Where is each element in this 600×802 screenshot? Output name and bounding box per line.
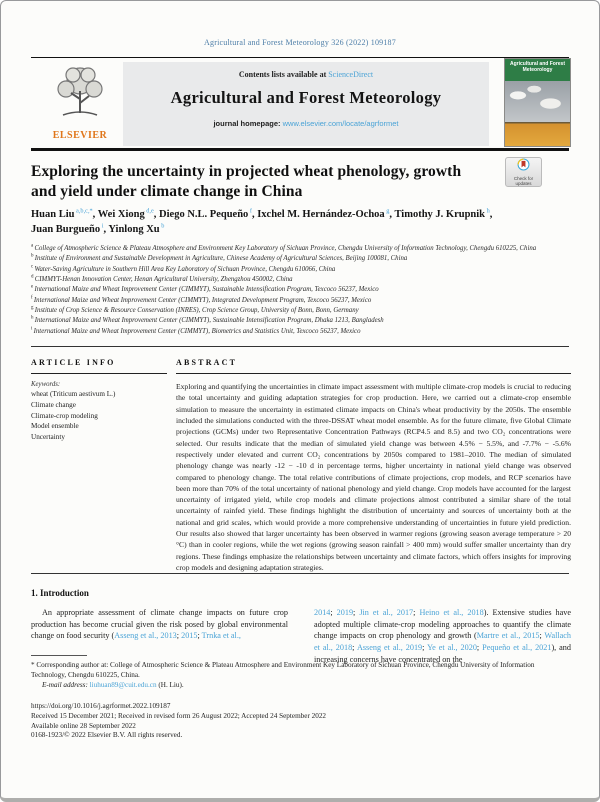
- citation-link[interactable]: 2015: [181, 631, 198, 641]
- citation-link[interactable]: 2019: [336, 608, 354, 617]
- keyword-item: Model ensemble: [31, 422, 79, 431]
- author-affiliation-sup: a,b,c,*: [74, 207, 93, 215]
- journal-title: Agricultural and Forest Meteorology: [170, 88, 442, 107]
- citation-link[interactable]: 2014: [314, 608, 331, 617]
- affiliation-line: $^d$ CIMMYT-Henan Innovation Center, Henan Agricultural University, Zhengzhou 450002, China: [31, 274, 293, 284]
- footnote-rule: [31, 655, 87, 656]
- check-for-updates-icon: [517, 158, 530, 176]
- running-head-citation: Agricultural and Forest Meteorology 326 (2022) 109187: [204, 38, 396, 47]
- abstract-section: [176, 358, 571, 573]
- affiliation-list: [31, 244, 553, 337]
- contents-line: [123, 70, 489, 79]
- citation-link[interactable]: Asseng et al., 2013: [114, 631, 177, 641]
- keyword-item: Climate-crop modeling: [31, 411, 98, 420]
- masthead-box: [123, 62, 489, 146]
- abstract-divider: [31, 573, 569, 574]
- contents-label: Contents lists available at: [238, 70, 327, 79]
- elsevier-logo[interactable]: [41, 63, 119, 145]
- affiliation-line: $^h$ International Maize and Wheat Improvement Center (CIMMYT), Sustainable Intensification Program, Dhaka 1213, Bangladesh: [31, 316, 384, 325]
- masthead-bottom-rule: [31, 148, 569, 151]
- homepage-label: journal homepage:: [213, 119, 281, 128]
- check-for-updates-badge[interactable]: [505, 157, 542, 187]
- citation-link[interactable]: Ye et al., 2020: [427, 642, 477, 652]
- cover-field-image: [505, 122, 570, 146]
- citation-link[interactable]: Asseng et al., 2019: [356, 642, 423, 652]
- author-affiliation-sup: f: [248, 207, 252, 215]
- abstract-heading: ABSTRACT: [176, 358, 238, 367]
- article-title: Exploring the uncertainty in projected wheat phenology, growth and yield under climate change in China: [31, 163, 462, 201]
- elsevier-tree-icon: [51, 112, 109, 129]
- email-suffix: (H. Liu).: [158, 681, 184, 689]
- affiliation-line: $^f$ International Maize and Wheat Improvement Center (CIMMYT), Integrated Development Program, Texcoco 56237, Mexico: [31, 295, 372, 304]
- author-name: Huan Liu: [31, 209, 75, 220]
- affiliation-line: $^a$ College of Atmospheric Science & Plateau Atmosphere and Environment Key Laboratory of Sichuan Province, Chengdu University of Information Technology, Chengdu 610225, China: [31, 243, 537, 252]
- author-affiliation-sup: b: [159, 222, 165, 230]
- author-name: Juan Burgueño: [31, 224, 101, 236]
- check-for-updates-label: Check for updates: [513, 175, 534, 186]
- cover-sky-image: [505, 81, 570, 122]
- author-affiliation-sup: i: [100, 222, 104, 230]
- issn-copyright: 0168-1923/© 2022 Elsevier B.V. All rights reserved.: [31, 731, 183, 739]
- cover-title: Agricultural and Forest Meteorology: [505, 59, 570, 81]
- affiliation-line: $^i$ International Maize and Wheat Improvement Center (CIMMYT), Biometrics and Statistics Unit, Texcoco 56237, Mexico: [31, 326, 361, 335]
- introduction-left-column: [31, 607, 288, 642]
- article-info-rule: [31, 373, 167, 374]
- introduction-heading: 1. Introduction: [31, 588, 89, 598]
- author-name: Yinlong Xu: [108, 224, 160, 236]
- keyword-item: Climate change: [31, 400, 76, 409]
- author-affiliation-sup: h: [485, 207, 490, 215]
- keyword-item: wheat (Triticum aestivum L.): [31, 390, 116, 398]
- sciencedirect-link[interactable]: ScienceDirect: [328, 70, 374, 79]
- affiliation-line: $^e$ International Maize and Wheat Improvement Center (CIMMYT), Sustainable Intensification Program, Texcoco 56237, Mexico: [31, 285, 379, 294]
- affiliation-line: $^b$ Institute of Environment and Sustainable Development in Agriculture, Chinese Academy of Agricultural Sciences, Beijing 100081, China: [31, 254, 408, 263]
- corresponding-author-note: * Corresponding author at: College of Atmospheric Science & Plateau Atmosphere and Environment Key Laboratory of Sichuan Province, Chengdu University of Information Technology, Chengdu 610225, China.: [31, 661, 535, 679]
- keyword-item: Uncertainty: [31, 433, 65, 442]
- email-link[interactable]: liuhuan89@cuit.edu.cn: [89, 681, 157, 689]
- journal-cover-thumbnail[interactable]: [504, 58, 571, 147]
- citation-link[interactable]: Jin et al., 2017: [359, 608, 414, 617]
- homepage-line: [123, 119, 489, 128]
- elsevier-wordmark: ELSEVIER: [52, 130, 108, 141]
- available-online: Available online 28 September 2022: [31, 721, 136, 730]
- introduction-right-column: [314, 607, 571, 665]
- author-name: Timothy J. Krupnik: [394, 209, 486, 220]
- abstract-rule: [176, 373, 571, 374]
- introduction-paragraph-left: An appropriate assessment of climate change impacts on future crop production has become crucial given the risk posed by global environmental change on food security (Asseng et al., 2013; 2015; Trnka et al.,: [31, 608, 288, 641]
- author-name: Wei Xiong: [97, 209, 145, 220]
- keywords-list: [31, 389, 167, 443]
- citation-link[interactable]: Pequeño et al., 2021: [482, 642, 552, 652]
- keywords-label: Keywords:: [31, 381, 61, 388]
- affiliation-line: $^g$ Institute of Crop Science & Resource Conservation (INRES), Crop Science Group, University of Bonn, Bonn, Germany: [31, 305, 359, 315]
- article-info-section: [31, 358, 167, 443]
- author-affiliation-sup: d,e: [144, 207, 154, 215]
- doi-link[interactable]: https://doi.org/10.1016/j.agrformet.2022.109187: [31, 702, 171, 710]
- author-affiliation-sup: g: [384, 207, 390, 215]
- received-dates: Received 15 December 2021; Received in revised form 26 August 2022; Accepted 24 September 2022: [31, 712, 327, 720]
- email-line: [31, 681, 571, 691]
- affiliations-divider: [31, 346, 569, 347]
- masthead-top-rule: [31, 57, 569, 58]
- affiliation-line: $^c$ Water-Saving Agriculture in Southern Hill Area Key Laboratory of Sichuan Province, Chengdu 610066, China: [31, 264, 336, 273]
- citation-link[interactable]: Trnka et al.,: [201, 631, 241, 641]
- author-name: Diego N.L. Pequeño: [159, 209, 249, 220]
- introduction-paragraph-right: 2014; 2019; Jin et al., 2017; Heino et al., 2018). Extensive studies have adopted multiple climate-crop modeling approaches to quantify the climate change impacts on crop phenology and growth (Martre et al., 2015; Wallach et al., 2018; Asseng et al., 2019; Ye et al., 2020; Pequeño et al., 2021), and increasing concerns have concentrated on the: [314, 608, 571, 664]
- email-label: E-mail address:: [42, 681, 88, 689]
- author-list: Huan Liu $^{a,b,c,*}$, Wei Xiong $^{d,e}$, Diego N.L. Pequeño $^f$, Ixchel M. Hernández-Ochoa $^g$, Timothy J. Krupnik $^h$, Juan Burgueño $^i$, Yinlong Xu $^b$: [31, 207, 493, 236]
- homepage-url-link[interactable]: www.elsevier.com/locate/agrformet: [282, 119, 399, 128]
- author-name: Ixchel M. Hernández-Ochoa: [257, 209, 385, 220]
- article-info-heading: ARTICLE INFO: [31, 358, 116, 367]
- citation-link[interactable]: Heino et al., 2018: [419, 608, 484, 617]
- abstract-text: Exploring and quantifying the uncertainties in climate impact assessment with multiple climate-crop models is crucial to reducing the total uncertainty and guiding adaptation strategies for crop production. Here, we carried out a climate-crop ensemble simulation to measure the uncertainty in estimated climate impacts on China's wheat productivity by the 2050s. The ensemble included the simulations conducted with the three-DSSAT wheat model ensemble. As for the future climate, five Global Climate projections (GCMs) under two Representative Concentration Pathways (RCP4.5 and 8.5) and two CO₂ concentrations were selected. Our results indicate that the median of simulated yield change was between 4.5% − 5.5%, and -7.7% − -5.6% respectively under elevated and current CO₂ concentrations by 2050s compared to 1981–2010. The median of simulated phenology change was nearly -12 − -10 d in percentage terms, higher uncertainty in national yield change was observed compared to phenology change. The total relative contributions of climate projections, crop models, and RCP scenarios have been more than 70% of the total uncertainty of national phenology and yield change. Crop models have accounted for the largest uncertainty of irrigated yield, while crop models and climate projections almost contributed a similar share of the total uncertainty of rainfed yield. These findings highlight the distribution of uncertainty and sources of uncertainty both at the national and grid scales, which would provide a more comprehensive understanding of uncertainties in future yield prediction. Our results also showed that larger uncertainty has been observed in warmer regions (growing season average temperature > 20 °C) than in cooler regions, while the wet regions (growing season rainfall > 400 mm) would suffer smaller uncertainty than dry regions. These findings emphasize the relationships between uncertainty and climate factors, which offers insights for improving crop models and designing adaptation strategies.: [176, 382, 571, 572]
- citation-link[interactable]: Martre et al., 2015: [476, 631, 540, 641]
- citation-link[interactable]: Wallach et al., 2018: [314, 631, 571, 652]
